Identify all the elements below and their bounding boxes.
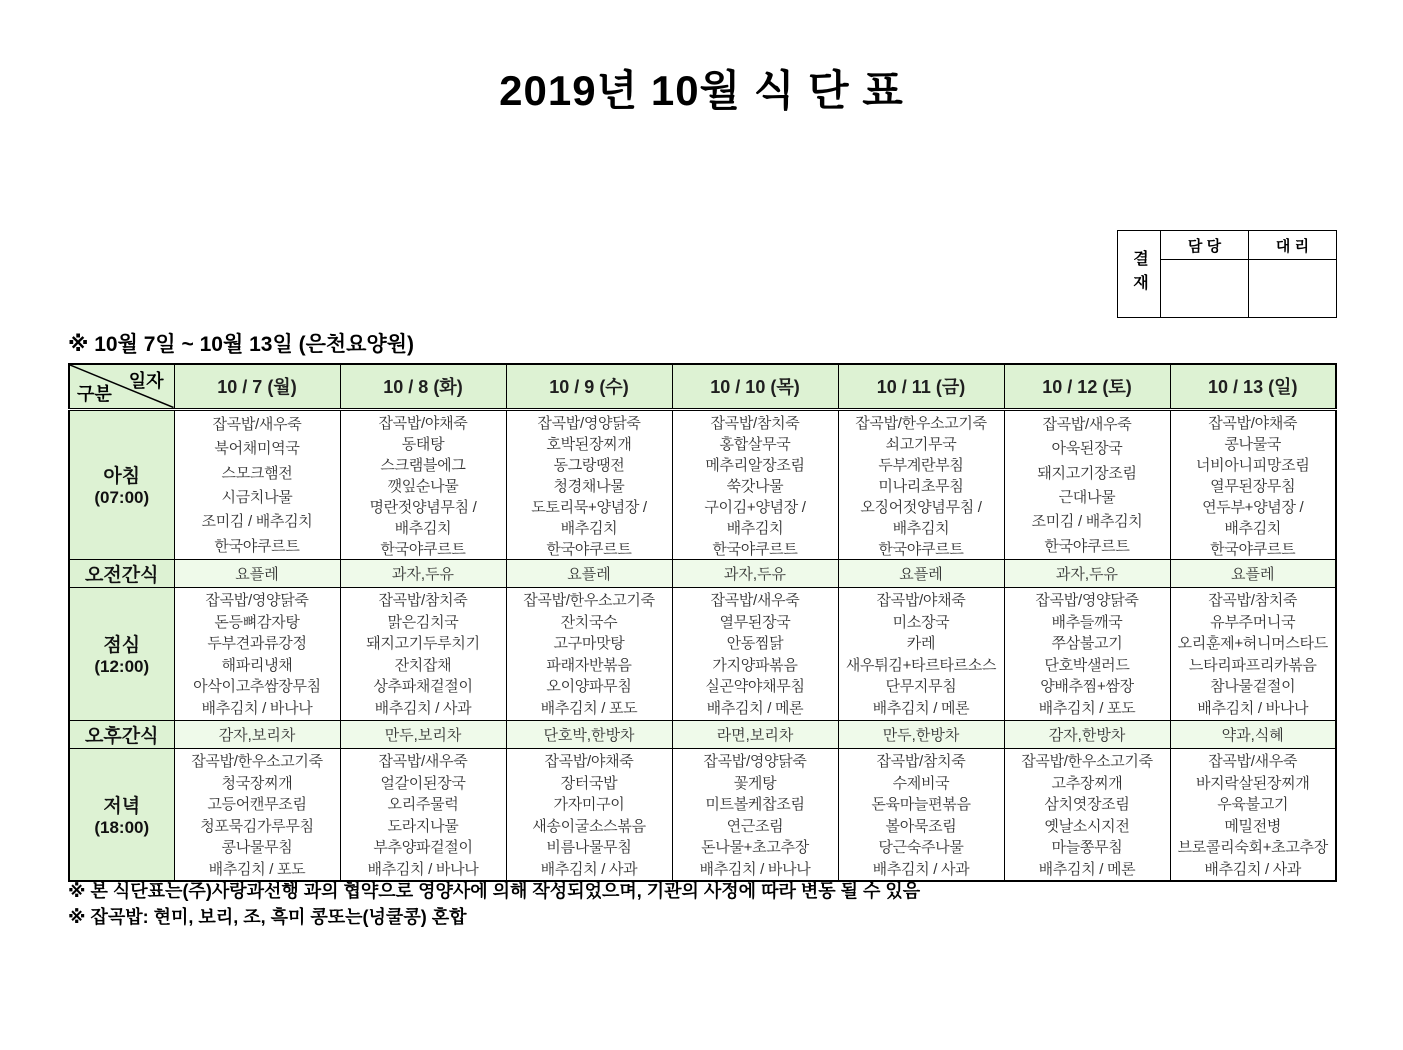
menu-item: 배추김치 — [726, 519, 784, 537]
meal-cell-lunch-day1 — [174, 587, 340, 720]
menu-item: 잡곡밥/한우소고기죽 — [855, 414, 987, 432]
menu-item: 실곤약야채무침 — [705, 678, 805, 696]
menu-item: 안동찜닭 — [726, 635, 784, 653]
menu-item: 한국야쿠르트 — [214, 537, 300, 555]
snack-cell-afternoon-snack-day7: 약과,식혜 — [1170, 720, 1336, 748]
meal-cell-dinner-day6 — [1004, 748, 1170, 881]
menu-item: 한국야쿠르트 — [878, 540, 964, 558]
menu-item: 잡곡밥/영양닭죽 — [1035, 592, 1139, 610]
row-label-time: (07:00) — [94, 488, 150, 507]
row-label-text: 점심 — [103, 635, 141, 656]
menu-item: 미소장국 — [892, 613, 950, 631]
date-header-5: 10 / 11 (금) — [838, 364, 1004, 409]
menu-item: 돈등뼈감자탕 — [214, 613, 300, 631]
menu-item: 가지양파볶음 — [712, 656, 798, 674]
menu-item: 돈나물+초고추장 — [701, 839, 809, 856]
row-label-breakfast — [69, 409, 174, 559]
menu-item: 홍합살무국 — [719, 435, 791, 453]
menu-item: 배추김치 / 바나나 — [201, 699, 313, 717]
snack-cell-afternoon-snack-day2: 만두,보리차 — [340, 720, 506, 748]
menu-item: 스크램블에그 — [380, 456, 466, 474]
meal-cell-lunch-day4 — [672, 587, 838, 720]
meal-cell-lunch-day2 — [340, 587, 506, 720]
meal-cell-lunch-day6 — [1004, 587, 1170, 720]
menu-item: 잡곡밥/참치죽 — [710, 414, 800, 432]
menu-item: 파래자반볶음 — [546, 656, 632, 674]
menu-item: 고등어캔무조림 — [207, 796, 307, 813]
menu-item: 고추장찌개 — [1051, 774, 1123, 792]
meal-cell-dinner-day2 — [340, 748, 506, 881]
menu-item: 카레 — [906, 635, 936, 653]
menu-item: 잡곡밥/영양닭죽 — [205, 592, 309, 610]
menu-item: 장터국밥 — [560, 774, 618, 792]
menu-item: 도토리묵+양념장 / — [531, 498, 647, 516]
menu-item: 잡곡밥/새우죽 — [710, 592, 800, 610]
menu-item: 잡곡밥/야채죽 — [378, 414, 468, 432]
menu-lines — [1005, 412, 1170, 558]
week-range-subtitle: ※ 10월 7일 ~ 10월 13일 (은천요양원) — [68, 333, 415, 356]
menu-lines — [1171, 750, 1336, 879]
menu-item: 북어채미역국 — [214, 440, 300, 458]
menu-lines — [507, 589, 672, 718]
menu-item: 잡곡밥/영양닭죽 — [537, 414, 641, 432]
menu-item: 잡곡밥/참치죽 — [378, 592, 468, 610]
menu-item: 단무지무침 — [885, 678, 957, 696]
menu-item: 두부계란부침 — [878, 456, 964, 474]
menu-item: 배추들깨국 — [1051, 613, 1123, 631]
row-label-morning-snack: 오전간식 — [69, 559, 174, 587]
date-header-2: 10 / 8 (화) — [340, 364, 506, 409]
snack-cell-morning-snack-day2: 과자,두유 — [340, 559, 506, 587]
row-label-lunch — [69, 587, 174, 720]
menu-item: 조미김 / 배추김치 — [1031, 513, 1143, 531]
corner-bottom-label: 구분 — [77, 383, 112, 404]
menu-lines — [507, 750, 672, 879]
meal-cell-dinner-day1 — [174, 748, 340, 881]
menu-item: 스모크햄전 — [221, 464, 293, 482]
menu-lines — [839, 589, 1004, 718]
approval-col-daeri: 대 리 — [1275, 237, 1310, 255]
menu-item: 열무된장국 — [719, 613, 791, 631]
menu-item: 맑은김치국 — [387, 613, 459, 631]
snack-cell-afternoon-snack-day5: 만두,한방차 — [838, 720, 1004, 748]
menu-item: 돼지고기장조림 — [1037, 464, 1137, 482]
menu-item: 바지락살된장찌개 — [1195, 774, 1310, 792]
menu-item: 수제비국 — [892, 774, 950, 792]
menu-item: 메추리알장조림 — [705, 456, 805, 474]
menu-item: 배추김치 / 사과 — [872, 860, 970, 878]
menu-item: 조미김 / 배추김치 — [201, 513, 313, 531]
date-header-4: 10 / 10 (목) — [672, 364, 838, 409]
menu-item: 잡곡밥/참치죽 — [1208, 592, 1298, 610]
menu-item: 해파리냉채 — [221, 656, 293, 674]
page-title: 2019년 10월 식 단 표 — [499, 67, 904, 114]
menu-item: 한국야쿠르트 — [1044, 537, 1130, 555]
menu-item: 미트볼케찹조림 — [705, 796, 805, 813]
date-header-1: 10 / 7 (월) — [174, 364, 340, 409]
meal-cell-dinner-day3 — [506, 748, 672, 881]
dinner-row — [69, 748, 1336, 881]
menu-item: 명란젓양념무침 / — [369, 498, 477, 516]
menu-item: 시금치나물 — [221, 489, 293, 507]
afternoon-snack-row — [69, 720, 1336, 748]
menu-item: 청포묵김가루무침 — [200, 817, 314, 835]
menu-item: 볼아묵조림 — [885, 817, 957, 835]
menu-item: 청경채나물 — [553, 477, 625, 495]
menu-lines — [175, 750, 340, 879]
menu-item: 오징어젓양념무침 / — [860, 498, 982, 516]
footer-notes — [68, 878, 920, 930]
meal-cell-breakfast-day2 — [340, 409, 506, 559]
menu-item: 돼지고기두루치기 — [366, 635, 480, 653]
menu-item: 유부주머니국 — [1210, 613, 1296, 631]
menu-item: 쭈삼불고기 — [1051, 635, 1123, 653]
menu-lines — [673, 589, 838, 718]
menu-item: 배추김치 / 사과 — [540, 860, 638, 878]
lunch-row — [69, 587, 1336, 720]
meal-cell-dinner-day5 — [838, 748, 1004, 881]
menu-item: 오이양파무침 — [546, 678, 632, 696]
menu-item: 잡곡밥/새우죽 — [212, 416, 302, 434]
menu-item: 한국야쿠르트 — [712, 540, 798, 558]
menu-item: 새우튀김+타르타르소스 — [845, 656, 997, 674]
snack-cell-morning-snack-day6: 과자,두유 — [1004, 559, 1170, 587]
menu-item: 가자미구이 — [553, 796, 625, 813]
menu-item: 비름나물무침 — [546, 839, 632, 856]
date-header-3: 10 / 9 (수) — [506, 364, 672, 409]
approval-label: 결재 — [1118, 231, 1161, 317]
menu-item: 고구마맛탕 — [553, 635, 625, 653]
menu-item: 연근조림 — [726, 817, 784, 835]
menu-item: 구이김+양념장 / — [704, 498, 806, 516]
snack-cell-afternoon-snack-day6: 감자,한방차 — [1004, 720, 1170, 748]
menu-item: 아삭이고추쌈장무침 — [193, 678, 321, 696]
snack-cell-afternoon-snack-day4: 라면,보리차 — [672, 720, 838, 748]
meal-cell-lunch-day7 — [1170, 587, 1336, 720]
menu-item: 잔치잡채 — [394, 656, 452, 674]
menu-item: 동태탕 — [401, 435, 445, 453]
menu-lines — [1005, 750, 1170, 879]
menu-item: 양배추찜+쌈장 — [1040, 678, 1134, 696]
menu-item: 한국야쿠르트 — [380, 540, 466, 558]
menu-item: 열무된장무침 — [1210, 477, 1296, 495]
menu-item: 너비아니피망조림 — [1195, 456, 1310, 474]
meal-cell-breakfast-day3 — [506, 409, 672, 559]
menu-item: 잡곡밥/한우소고기죽 — [523, 592, 655, 610]
menu-table-body — [69, 364, 1336, 881]
menu-item: 부추양파겉절이 — [373, 839, 473, 856]
snack-cell-afternoon-snack-day3: 단호박,한방차 — [506, 720, 672, 748]
snack-cell-afternoon-snack-day1: 감자,보리차 — [174, 720, 340, 748]
menu-item: 잡곡밥/야채죽 — [876, 592, 966, 610]
approval-col-damdang: 담 당 — [1161, 231, 1249, 259]
menu-item: 배추김치 / 메론 — [706, 699, 804, 717]
menu-item: 동그랑땡전 — [553, 456, 625, 474]
menu-lines — [175, 412, 340, 558]
morning-snack-row — [69, 559, 1336, 587]
menu-item: 도라지나물 — [387, 817, 459, 835]
menu-item: 단호박샐러드 — [1044, 656, 1130, 674]
date-header-7: 10 / 13 (일) — [1170, 364, 1336, 409]
row-label-time: (18:00) — [94, 817, 150, 837]
menu-item: 삼치엿장조림 — [1044, 796, 1130, 813]
menu-item: 청국장찌개 — [221, 774, 293, 792]
meal-cell-lunch-day3 — [506, 587, 672, 720]
menu-item: 꽃게탕 — [733, 774, 777, 792]
menu-item: 잡곡밥/한우소고기죽 — [191, 753, 323, 770]
row-label-afternoon-snack: 오후간식 — [69, 720, 174, 748]
menu-lines — [175, 589, 340, 718]
menu-item: 잡곡밥/한우소고기죽 — [1021, 753, 1153, 770]
snack-cell-morning-snack-day7: 요플레 — [1170, 559, 1336, 587]
approval-box — [1117, 230, 1337, 318]
header-row — [69, 364, 1336, 409]
menu-item: 쑥갓나물 — [726, 477, 784, 495]
menu-item: 오리훈제+허니머스타드 — [1177, 635, 1328, 653]
menu-item: 배추김치 / 메론 — [1038, 860, 1136, 878]
snack-cell-morning-snack-day5: 요플레 — [838, 559, 1004, 587]
menu-item: 느타리파프리카볶음 — [1188, 656, 1317, 674]
menu-item: 배추김치 — [560, 519, 618, 537]
menu-item: 배추김치 — [1224, 519, 1282, 537]
menu-lines — [341, 750, 506, 879]
menu-item: 한국야쿠르트 — [1210, 540, 1296, 558]
menu-item: 잡곡밥/참치죽 — [876, 753, 966, 770]
meal-cell-breakfast-day5 — [838, 409, 1004, 559]
corner-top-label: 일자 — [128, 371, 164, 391]
breakfast-row — [69, 409, 1336, 559]
menu-item: 배추김치 / 포도 — [208, 860, 306, 878]
menu-item: 근대나물 — [1058, 489, 1116, 507]
menu-item: 콩나물국 — [1224, 435, 1282, 453]
menu-item: 배추김치 / 바나나 — [367, 860, 479, 878]
meal-cell-dinner-day4 — [672, 748, 838, 881]
footer-note-1: ※ 본 식단표는(주)사랑과선행 과의 협약으로 영양사에 의해 작성되었으며, 기관의 사정에 따라 변동 될 수 있음 — [68, 881, 921, 901]
menu-item: 배추김치 / 포도 — [540, 699, 638, 717]
meal-cell-breakfast-day4 — [672, 409, 838, 559]
menu-item: 호박된장찌개 — [546, 435, 632, 453]
meal-cell-breakfast-day1 — [174, 409, 340, 559]
menu-item: 잔치국수 — [560, 613, 618, 631]
menu-item: 두부견과류강정 — [207, 635, 307, 653]
menu-item: 미나리초무침 — [878, 477, 964, 495]
menu-item: 우육불고기 — [1217, 796, 1289, 813]
menu-item: 오리주물럭 — [387, 796, 459, 813]
menu-item: 배추김치 / 포도 — [1038, 699, 1136, 717]
menu-item: 브로콜리숙회+초고추장 — [1177, 839, 1328, 856]
menu-lines — [839, 412, 1004, 558]
menu-lines — [1171, 412, 1336, 558]
menu-lines — [341, 589, 506, 718]
approval-sign-cell-2 — [1249, 260, 1336, 317]
menu-item: 옛날소시지전 — [1044, 817, 1130, 835]
menu-item: 잡곡밥/야채죽 — [544, 753, 634, 770]
menu-item: 잡곡밥/새우죽 — [1042, 416, 1132, 434]
menu-item: 잡곡밥/영양닭죽 — [703, 753, 807, 770]
menu-table-wrap — [68, 363, 1337, 882]
corner-cell — [69, 364, 174, 409]
menu-item: 연두부+양념장 / — [1202, 498, 1304, 516]
row-label-text: 저녁 — [103, 795, 141, 817]
menu-item: 얼갈이된장국 — [380, 774, 466, 792]
menu-item: 쇠고기무국 — [885, 435, 957, 453]
menu-item: 상추파채겉절이 — [373, 678, 473, 696]
date-header-6: 10 / 12 (토) — [1004, 364, 1170, 409]
menu-lines — [1005, 589, 1170, 718]
menu-item: 배추김치 — [394, 519, 452, 537]
menu-lines — [673, 412, 838, 558]
menu-lines — [341, 412, 506, 558]
menu-item: 배추김치 / 바나나 — [699, 860, 811, 878]
meal-cell-dinner-day7 — [1170, 748, 1336, 881]
menu-item: 배추김치 — [892, 519, 950, 537]
menu-item: 참나물겉절이 — [1210, 678, 1296, 696]
snack-cell-morning-snack-day3: 요플레 — [506, 559, 672, 587]
row-label-time: (12:00) — [94, 657, 150, 676]
footer-note-2: ※ 잡곡밥: 현미, 보리, 조, 흑미 콩또는(넝쿨콩) 혼합 — [68, 907, 467, 928]
meal-cell-breakfast-day6 — [1004, 409, 1170, 559]
menu-item: 새송이굴소스볶음 — [532, 817, 646, 835]
approval-sign-cell-1 — [1161, 260, 1249, 317]
menu-item: 아욱된장국 — [1051, 440, 1123, 458]
menu-lines — [673, 750, 838, 879]
menu-item: 당근숙주나물 — [878, 839, 964, 856]
menu-lines — [839, 750, 1004, 879]
meal-cell-lunch-day5 — [838, 587, 1004, 720]
menu-item: 배추김치 / 사과 — [1204, 860, 1302, 878]
menu-item: 배추김치 / 사과 — [374, 699, 472, 717]
snack-cell-morning-snack-day4: 과자,두유 — [672, 559, 838, 587]
snack-cell-morning-snack-day1: 요플레 — [174, 559, 340, 587]
menu-item: 돈육마늘편볶음 — [871, 796, 971, 813]
menu-item: 잡곡밥/새우죽 — [1208, 753, 1298, 770]
menu-item: 잡곡밥/야채죽 — [1208, 414, 1298, 432]
menu-lines — [1171, 589, 1336, 718]
menu-table — [68, 363, 1337, 882]
row-label-dinner — [69, 748, 174, 881]
menu-item: 콩나물무침 — [221, 839, 293, 856]
menu-item: 깻잎순나물 — [387, 477, 459, 495]
meal-cell-breakfast-day7 — [1170, 409, 1336, 559]
menu-item: 배추김치 / 메론 — [872, 699, 970, 717]
menu-lines — [507, 412, 672, 558]
row-label-text: 아침 — [103, 466, 141, 487]
menu-item: 마늘쫑무침 — [1051, 839, 1123, 856]
menu-item: 잡곡밥/새우죽 — [378, 753, 468, 770]
menu-item: 메밀전병 — [1224, 817, 1282, 835]
menu-item: 한국야쿠르트 — [546, 540, 632, 558]
menu-item: 배추김치 / 바나나 — [1197, 699, 1309, 717]
